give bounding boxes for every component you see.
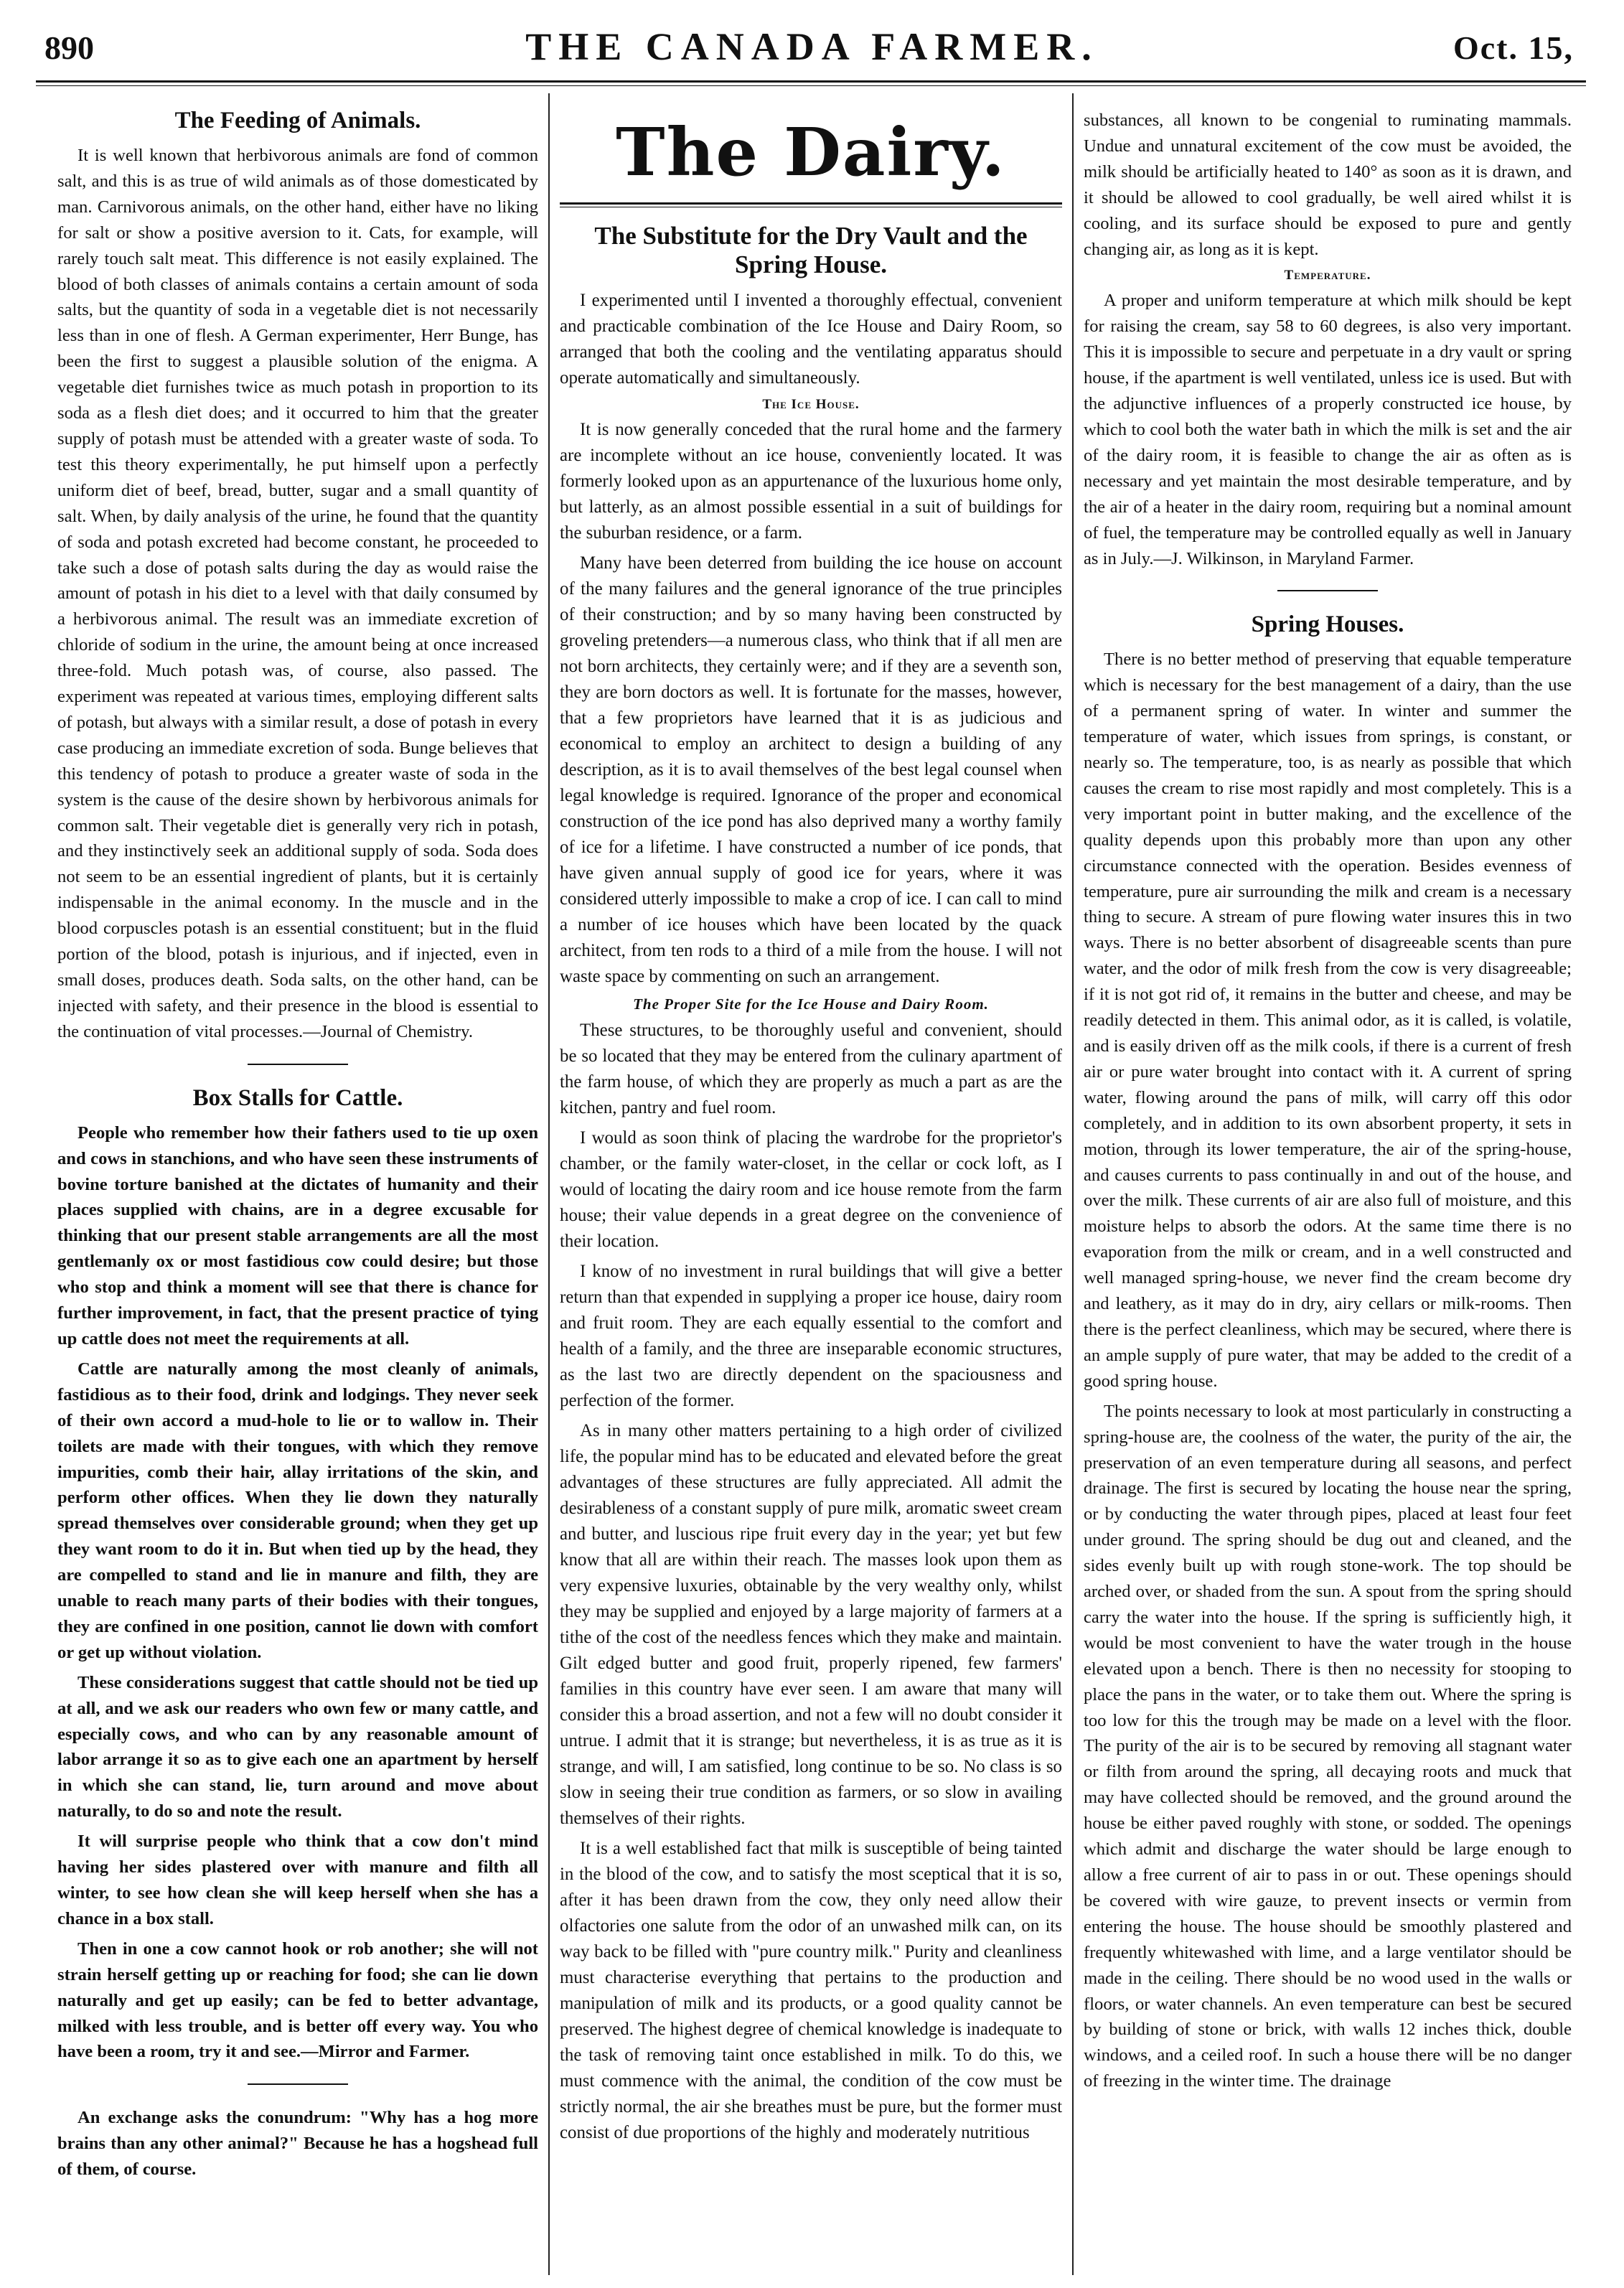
newspaper-title: THE CANADA FARMER.: [525, 25, 1099, 68]
masthead-rule-thin: [36, 85, 1586, 86]
article-paragraph: A proper and uniform temperature at which milk should be kept for raising the cream, say 58 to 60 degrees, is also very important. This it is impossible to secure and perpetuate in a dry vault or spring house, if the apartment is well ventilated, unless ice is used. But with the adjunctive influences of a properly constructed ice house, by which to cool both the water bath in which the milk is set and the air of the dairy room, it is feasible to change the air as often as is necessary and yet maintain the most desirable temperature, and by the air of a heater in the dairy room, requiring but a nominal amount of fuel, the temperature may be controlled equally as well in January as in July.—J. Wilkinson, in Maryland Farmer.: [1084, 291, 1572, 568]
article-paragraph: These structures, to be thoroughly useful and convenient, should be so located that they may be entered from the culinary apartment of the farm house, of which they are properly as much a part as are the kitchen, pantry and fuel room.: [560, 1021, 1062, 1117]
article-paragraph: It is well known that herbivorous animals are fond of common salt, and this is as true of wild animals as of those domesticated by man. Carnivorous animals, on the other hand, either have no liking for salt or show a positive aversion to it. Cats, for example, will rarely touch salt meat. This difference is not easily explained. The blood of both classes of animals contains a certain amount of soda salts, but the quantity of soda in a vegetable diet is not necessarily less than in one of flesh. A German experimenter, Herr Bunge, has been the first to suggest a plausible solution of the enigma. A vegetable diet furnishes twice as much potash in proportion to its soda as a flesh diet does; and it occurred to him that the greater supply of potash must be attended with a greater waste of soda. To test this theory experimentally, he put himself upon a perfectly uniform diet of beef, bread, butter, sugar and a small quantity of salt. When, by daily analysis of the urine, he found that the quantity of soda and potash excreted had become constant, he proceeded to take such a dose of potash salts during the day as would raise the amount of potash in his diet to a level with that daily consumed by a herbivorous animal. The result was an immediate excretion of chloride of sodium in the urine, the amount being at once increased three-fold. Much potash was, of course, also passed. The experiment was repeated at various times, employing different salts of potash, but always with a similar result, a dose of potash in every case producing an immediate excretion of soda. Bunge believes that this tendency of potash to produce a greater waste of soda in the system is the cause of the desire shown by herbivorous animals for common salt. Their vegetable diet is generally very rich in potash, and they instinctively seek an additional supply of soda. Soda does not seem to be an essential ingredient of plants, but it is certainly indispensable in the animal economy. In the muscle and in the blood corpuscles potash is an essential constituent; but in the fluid portion of the blood, potash is injurious, and if injected, even in small doses, produces death. Soda salts, on the other hand, can be injected with safety, and their presence in the blood is essential to the continuation of vital processes.—Journal of Chemistry.: [57, 146, 538, 1041]
issue-date: Oct. 15,: [1452, 29, 1574, 66]
article-body: [57, 2105, 538, 2182]
section-subheading: Temperature.: [1284, 268, 1371, 283]
department-heading: The Dairy.: [616, 113, 1006, 191]
article-paragraph: It will surprise people who think that a cow don't mind having her sides plastered over with manure and filth all winter, to see how clean she will keep herself when she has a chance in a box stall.: [57, 1832, 538, 1928]
article-paragraph: As in many other matters pertaining to a high order of civilized life, the popular mind has to be educated and elevated before the great advantages of these structures are fully appreciated. All admit the desirableness of a constant supply of pure milk, aromatic sweet cream and butter, and luscious ripe fruit every day in the year; yet but few know that all are within their reach. The masses look upon them as very expensive luxuries, obtainable by the very wealthy only, whilst they may be supplied and enjoyed by a large majority of farmers at a tithe of the cost of the needless fences which they make and maintain. Gilt edged butter and good fruit, properly ripened, few farmers' families in this country have ever seen. I am aware that many will consider this a broad assertion, and not a few will no doubt consider it untrue. I admit that it is strange; but nevertheless, it is as true as it is strange, and will, I am satisfied, long continue to be so. No class is so slow in seeing their true condition as farmers, or so slow in availing themselves of their rights.: [560, 1421, 1062, 1828]
column-1: [57, 108, 538, 2268]
article-paragraph: People who remember how their fathers used to tie up oxen and cows in stanchions, and who have seen these instruments of bovine torture banished at the dictates of humanity and their places supplied with chains, are in a degree excusable for thinking that our present stable arrangements are all the most gentlemanly ox or most fastidious cow could desire; but those who stop and think a moment will see that there is chance for further improvement, in fact, that the present practice of tying up cattle does not meet the requirements at all.: [57, 1122, 538, 1349]
section-divider: [248, 2083, 348, 2085]
article-paragraph: Cattle are naturally among the most cleanly of animals, fastidious as to their food, drink and lodgings. They never seek of their own accord a mud-hole to lie or to wallow in. Their toilets are made with their tongues, with which they remove impurities, comb their hair, allay irritations of the skin, and perform other offices. When they lie down they naturally spread themselves over considerable ground; when they get up they want room to do it in. But when tied up by the head, they are compelled to stand and lie in manure and filth, they are unable to reach many parts of their bodies with their tongues, they are confined in one position, cannot lie down with comfort or get up without violation.: [57, 1359, 538, 1662]
article-paragraph: substances, all known to be congenial to ruminating mammals. Undue and unnatural excitement of the cow must be avoided, the milk should be artificially heated to 140° as soon as it is drawn, and it should be allowed to cool gradually, be well aired whilst it is cooling, and its surface should be exposed to pure and gently changing air, as long as it is kept.: [1084, 111, 1572, 259]
article-title: The Substitute for the Dry Vault and the Spring House.: [594, 222, 1028, 278]
article-paragraph: It is now generally conceded that the rural home and the farmery are incomplete without an ice house, conveniently located. It was formerly looked upon as an appurtenance of the luxurious home only, but latterly, as an almost possible essential in a suit of buildings for the suburban residence, or a farm.: [560, 420, 1062, 543]
masthead-rule: [36, 80, 1586, 83]
masthead: [0, 0, 1624, 79]
column-2: [560, 108, 1062, 2268]
article-body: [57, 1120, 538, 2066]
article-title: Spring Houses.: [1251, 611, 1404, 638]
article-paragraph: Then in one a cow cannot hook or rob another; she will not strain herself getting up or reaching for food; she can lie down naturally and get up easily; can be fed to better advantage, milked with less trouble, and is better off every way. You who have been a room, try it and see.—Mirror and Farmer.: [57, 1938, 538, 2062]
article-paragraph: I know of no investment in rural buildings that will give a better return than that expended in supplying a proper ice house, dairy room and fruit room. They are each equally essential to the comfort and health of a family, and the three are inseparable economic structures, as the last two are directly dependent on the spaciousness and perfection of the former.: [560, 1262, 1062, 1410]
column-divider: [1072, 93, 1074, 2275]
section-subheading: The Ice House.: [762, 397, 860, 412]
page-number: 890: [44, 29, 94, 66]
article-paragraph: I experimented until I invented a thoroughly effectual, convenient and practicable combination of the Ice House and Dairy Room, so arranged that both the cooling and the ventilating apparatus should operate automatically and simultaneously.: [560, 291, 1062, 388]
article-paragraph: There is no better method of preserving that equable temperature which is necessary for the best management of a dairy, than the use of a permanent spring of water. In winter and summer the temperature of water, which issues from springs, is constant, or nearly so. The temperature, too, is as nearly as possible that which causes the cream to rise most rapidly and most completely. This is a very important point in butter making, and the excellence of the quality depends upon this probably more than upon any other circumstance connected with the operation. Besides evenness of temperature, pure air surrounding the milk and cream is a necessary thing to secure. A stream of pure flowing water insures this in two ways. There is no better absorbent of disagreeable scents than pure water, and the odor of milk fresh from the cow is very disagreeable; if it is not got rid of, it remains in the butter and cheese, and may be readily detected in them. This animal odor, as it is called, is volatile, and is easily driven off as the milk cools, if there is a current of fresh air or pure water brought into contact with it. A current of spring water, flowing around the pans of milk, will carry off this odor completely, and in addition to its own absorbent property, it sets in motion, through its lower temperature, the air of the spring-house, and causes currents to pass continually in and out of the house, and over the milk. These currents of air are also full of moisture, and this moisture helps to absorb the odors. At the same time there is no evaporation from the milk or cream, and in a well constructed and well managed spring-house, we never find the cream become dry and leathery, as it may do in dry, airy cellars or milk-rooms. Then there is the perfect cleanliness, which may be secured, where there is an ample supply of pure water, that may be added to the credit of a good spring house.: [1084, 650, 1572, 1391]
article-paragraph: I would as soon think of placing the wardrobe for the proprietor's chamber, or the family water-closet, in the cellar or cock loft, as I would of locating the dairy room and ice house remote from the farm house; their value depends in a great degree on the convenience of their location.: [560, 1128, 1062, 1251]
department-rule: [560, 202, 1062, 207]
section-divider: [248, 1064, 348, 1065]
article-paragraph: It is a well established fact that milk is susceptible of being tainted in the blood of the cow, and to satisfy the most sceptical that it is so, after it has been drawn from the cow, they only need allow their olfactories one salute from the odor of an unwashed milk can, on its way back to be filled with "pure country milk." Purity and cleanliness must characterise everything that pertains to the production and manipulation of milk and its products, or a good quality cannot be preserved. The highest degree of chemical knowledge is inadequate to the task of removing taint once established in milk. To do this, we must commence with the animal, the condition of the cow must be strictly normal, the air she breathes must be pure, but the former must consist of due proportions of the highly and moderately nutritious: [560, 1839, 1062, 2142]
article-paragraph: Many have been deterred from building the ice house on account of the many failures and the general ignorance of the true principles of their construction; and by so many having been constructed by groveling pretenders—a numerous class, who think that if all men are not born architects, they certainly were; and if they are a seventh son, they are born doctors as well. It is fortunate for the masses, however, that a few proprietors have learned that it is as judicious and economical to employ an architect to design a building of any description, as it is to avail themselves of the best legal counsel when legal knowledge is required. Ignorance of the proper and economical construction of the ice pond has also deprived many a worthy family of ice for a lifetime. I have constructed a number of ice ponds, that have given annual supply of good ice for years, where it was considered utterly impossible to make a crop of ice. I can call to mind a number of ice houses which have been located by the quack architect, from ten rods to a third of a mile from the house. I will not waste space by commenting on such an arrangement.: [560, 553, 1062, 986]
article-title: Box Stalls for Cattle.: [192, 1084, 403, 1111]
article-paragraph: The points necessary to look at most particularly in constructing a spring-house are, the coolness of the water, the purity of the air, the preservation of an even temperature during all seasons, and perfect drainage. The first is secured by locating the house near the spring, or by conducting the water through pipes, placed at least four feet under ground. The spring should be dug out and cleaned, and the sides evenly built up with rough stone-work. The top should be arched over, or shaded from the sun. A spout from the spring should carry the water into the house. If the spring is sufficiently high, it would be most convenient to have the water trough in the house elevated upon a bench. There is then no necessity for stooping to place the pans in the water, or to take them out. Where the spring is too low for this the trough may be made on a level with the floor. The purity of the air is to be secured by removing all stagnant water or filth from around the spring, all decaying roots and muck that may have collected should be removed, and the ground around the house be either paved roughly with stone, or sodded. The openings which admit and discharge the water should be large enough to allow a free current of air to pass in or out. These openings should be covered with wire gauze, to prevent insects or vermin from entering the house. The house should be smoothly plastered and frequently whitewashed with lime, and a large ventilator should be made in the ceiling. There should be no wood used in the walls or floors, or water channels. An even temperature can best be secured by building of stone or brick, with walls 12 inches thick, double windows, and a ceiled roof. In such a house there will be no danger of freezing in the winter time. The drainage: [1084, 1401, 1572, 2091]
section-subheading: The Proper Site for the Ice House and Dairy Room.: [633, 995, 989, 1013]
article-title: The Feeding of Animals.: [174, 108, 421, 133]
article-paragraph: These considerations suggest that cattle should not be tied up at all, and we ask our readers who own few or many cattle, and especially cows, and who can by any reasonable amount of labor arrange it so as to give each one an apartment by herself in which she can stand, lie, turn around and move about naturally, to do so and note the result.: [57, 1672, 538, 1822]
column-3: [1084, 108, 1572, 2268]
article-paragraph: An exchange asks the conundrum: "Why has a hog more brains than any other animal?" Because he has a hogshead full of them, of course.: [57, 2108, 538, 2180]
section-divider: [1277, 590, 1378, 591]
column-divider: [548, 93, 550, 2275]
